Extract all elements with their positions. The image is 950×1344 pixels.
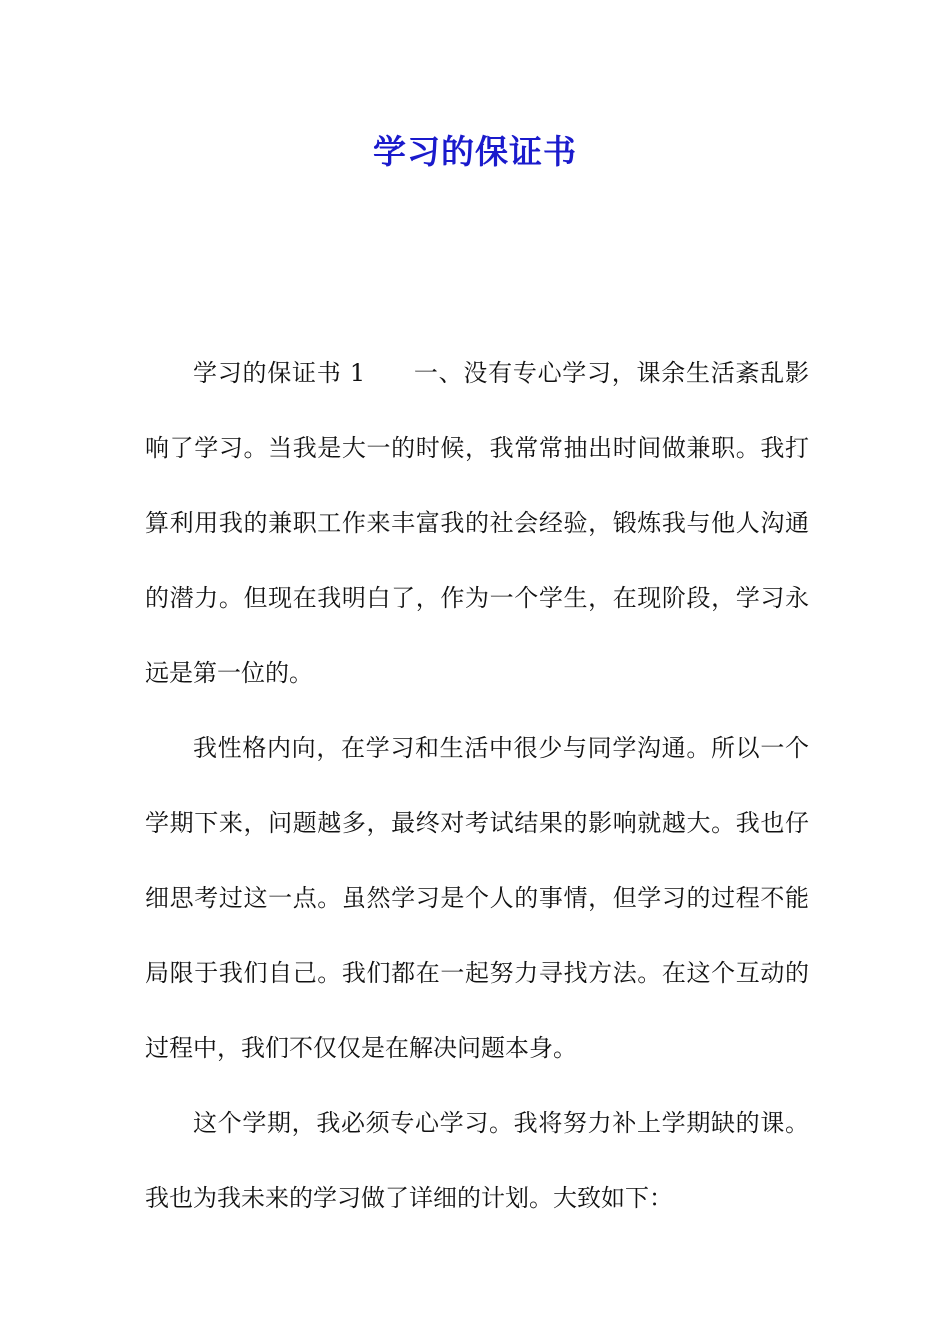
paragraph-2: 我性格内向，在学习和生活中很少与同学沟通。所以一个学期下来，问题越多，最终对考试结果的影响就越大。我也仔细思考过这一点。虽然学习是个人的事情，但学习的过程不能局限于我们自己。我们都在一起努力寻找方法。在这个互动的过程中，我们不仅仅是在解决问题本身。 [145, 734, 809, 1062]
paragraph-1 [145, 336, 809, 711]
document-body [145, 336, 809, 1236]
document-title: 学习的保证书 [373, 132, 577, 171]
paragraph-1-text: 一、没有专心学习，课余生活紊乱影响了学习。当我是大一的时候，我常常抽出时间做兼职。我打算利用我的兼职工作来丰富我的社会经验，锻炼我与他人沟通的潜力。但现在我明白了，作为一个学生，在现阶段，学习永远是第一位的。 [145, 359, 809, 687]
paragraph-3: 这个学期，我必须专心学习。我将努力补上学期缺的课。我也为我未来的学习做了详细的计划。大致如下： [145, 1109, 809, 1212]
section-heading: 学习的保证书 1 [193, 359, 366, 387]
